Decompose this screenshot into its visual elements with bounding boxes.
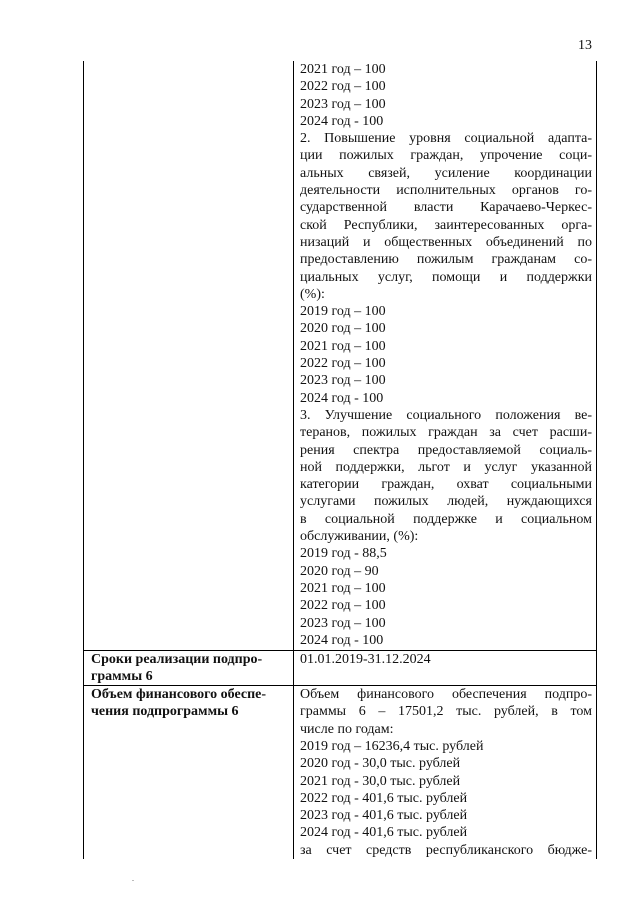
finance-year-line: 2023 год - 401,6 тыс. рублей <box>300 808 468 824</box>
table-row-terms <box>84 650 597 686</box>
finance-label-line: чения подпрограммы 6 <box>91 704 239 720</box>
indicator-text-line: рения спектра предоставляемой социаль- <box>300 442 592 458</box>
indicator-line: 2020 год – 90 <box>300 563 379 579</box>
indicator-text-line: (%): <box>300 286 325 302</box>
terms-label-line: граммы 6 <box>91 668 153 684</box>
finance-text-line: числе по годам: <box>300 721 394 737</box>
indicator-text-line: низаций и общественных объединений по <box>300 234 592 250</box>
indicator-line: 2023 год – 100 <box>300 96 386 112</box>
indicator-line: 2020 год – 100 <box>300 321 386 337</box>
finance-text-line: за счет средств республиканского бюдже- <box>300 842 592 858</box>
terms-value: 01.01.2019-31.12.2024 <box>300 651 431 667</box>
program-passport-table <box>83 61 597 859</box>
indicator-line: 2021 год – 100 <box>300 62 386 77</box>
indicator-text-line: предоставлению пожилым гражданам со- <box>300 252 592 268</box>
indicator-line: 2022 год – 100 <box>300 79 386 95</box>
terms-label-cell <box>84 650 294 686</box>
indicator-text-line: теранов, пожилых граждан за счет расши- <box>300 425 592 441</box>
indicator-text-line: в социальной поддержке и социальном <box>300 511 592 527</box>
indicator-text-line: 2. Повышение уровня социальной адапта- <box>300 131 592 147</box>
indicator-text-line: альных связей, усиление координации <box>300 165 592 181</box>
indicator-line: 2021 год – 100 <box>300 580 386 596</box>
indicator-text-line: обслуживании, (%): <box>300 529 419 545</box>
finance-year-line: 2024 год - 401,6 тыс. рублей <box>300 825 468 841</box>
scan-speck <box>132 880 134 881</box>
finance-year-line: 2020 год - 30,0 тыс. рублей <box>300 756 461 772</box>
terms-value-cell <box>294 650 597 686</box>
indicator-line: 2023 год – 100 <box>300 615 386 631</box>
indicator-line: 2022 год – 100 <box>300 356 386 372</box>
finance-text-line: граммы 6 – 17501,2 тыс. рублей, в том <box>300 704 592 720</box>
finance-label-cell <box>84 686 294 859</box>
page-number: 13 <box>578 38 592 53</box>
terms-label-line: Сроки реализации подпро- <box>91 651 263 667</box>
finance-year-line: 2019 год – 16236,4 тыс. рублей <box>300 738 484 754</box>
indicators-cell <box>294 61 597 650</box>
indicator-line: 2024 год - 100 <box>300 390 384 406</box>
finance-year-line: 2021 год - 30,0 тыс. рублей <box>300 773 461 789</box>
finance-value-cell <box>294 686 597 859</box>
indicator-text-line: 3. Улучшение социального положения ве- <box>300 407 592 423</box>
indicator-text-line: ции пожилых граждан, упрочение соци- <box>300 148 592 164</box>
finance-text-line: Объем финансового обеспечения подпро- <box>300 687 592 703</box>
finance-year-line: 2022 год - 401,6 тыс. рублей <box>300 790 468 806</box>
finance-label-line: Объем финансового обеспе- <box>91 687 267 703</box>
indicator-line: 2019 год – 100 <box>300 304 386 320</box>
indicator-text-line: ской Республики, заинтересованных орга- <box>300 217 592 233</box>
table-row-finance <box>84 686 597 859</box>
indicator-line: 2021 год – 100 <box>300 338 386 354</box>
indicator-line: 2024 год - 100 <box>300 113 384 129</box>
indicator-line: 2019 год - 88,5 <box>300 546 387 562</box>
empty-label-cell <box>84 61 294 650</box>
indicator-line: 2022 год – 100 <box>300 598 386 614</box>
indicator-line: 2024 год - 100 <box>300 632 384 648</box>
indicator-text-line: категории граждан, охват социальными <box>300 477 592 493</box>
indicator-text-line: ной поддержки, льгот и услуг указанной <box>300 459 592 475</box>
table-row-indicators-continued <box>84 61 597 650</box>
indicator-text-line: деятельности исполнительных органов го- <box>300 183 592 199</box>
indicator-text-line: услугами пожилых людей, нуждающихся <box>300 494 592 510</box>
indicator-text-line: сударственной власти Карачаево-Черкес- <box>300 200 592 216</box>
indicator-line: 2023 год – 100 <box>300 373 386 389</box>
indicator-text-line: циальных услуг, помощи и поддержки <box>300 269 592 285</box>
